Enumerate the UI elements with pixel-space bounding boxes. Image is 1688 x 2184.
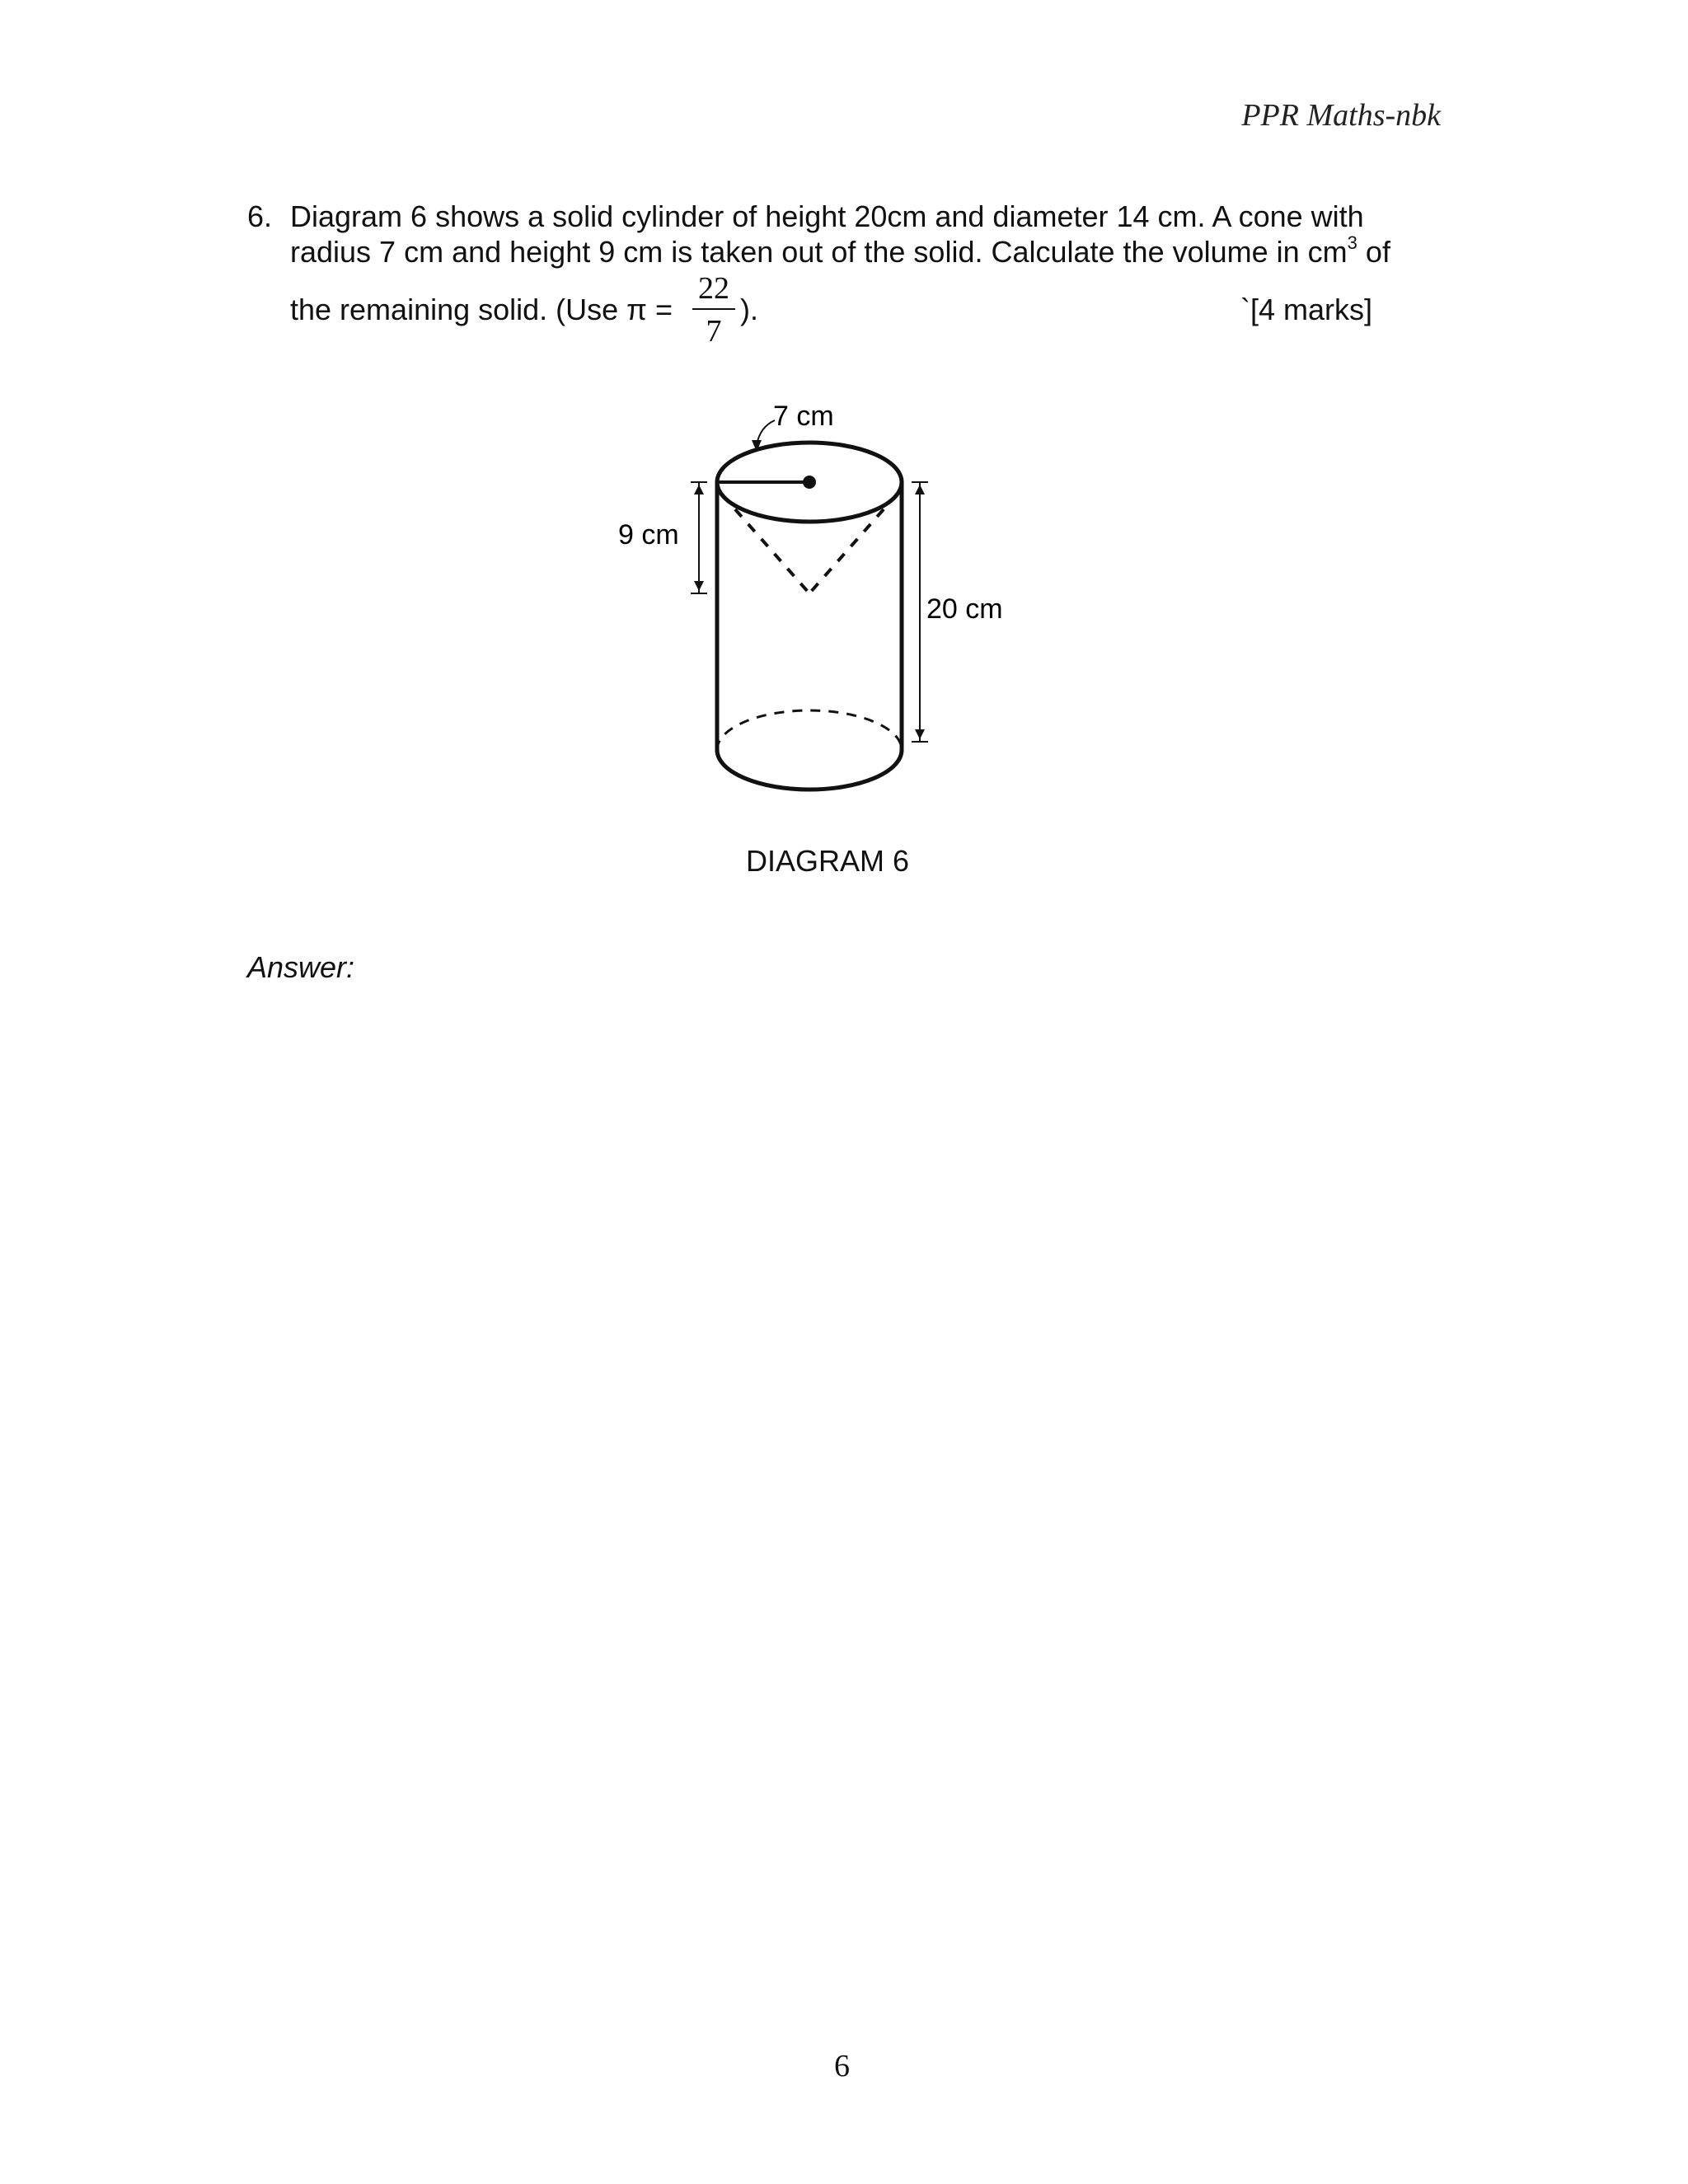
page-number: 6 xyxy=(834,2049,850,2083)
question-line-2 xyxy=(290,232,1390,269)
question-line-1: Diagram 6 shows a solid cylinder of height 20cm and diameter 14 cm. A cone with xyxy=(290,199,1364,233)
cylinder-bottom-back-dashed xyxy=(717,710,902,750)
question-line-3 xyxy=(290,293,673,327)
superscript-3: 3 xyxy=(1347,232,1357,253)
cylinder-bottom-front xyxy=(717,750,902,790)
cylinder-height-label: 20 cm xyxy=(926,593,1003,625)
answer-label: Answer: xyxy=(247,950,355,984)
fraction-bar xyxy=(692,308,735,310)
centre-point xyxy=(803,476,816,489)
cone-left-edge xyxy=(722,494,809,593)
cone-height-up-arrow xyxy=(694,485,704,494)
marks-label: `[4 marks] xyxy=(1240,293,1373,326)
cone-right-edge xyxy=(809,494,897,593)
question-number: 6. xyxy=(247,199,273,233)
radius-label: 7 cm xyxy=(773,401,834,432)
diagram-caption: DIAGRAM 6 xyxy=(746,844,910,878)
page-header: PPR Maths-nbk xyxy=(1241,98,1441,133)
cylinder-height-up-arrow xyxy=(915,485,925,494)
cone-height-down-arrow xyxy=(694,581,704,591)
cylinder-diagram xyxy=(577,387,1039,816)
question-line-2-text: radius 7 cm and height 9 cm is taken out of the solid. Calculate the volume in cm xyxy=(290,235,1348,269)
pi-fraction xyxy=(692,270,735,349)
pi-numerator: 22 xyxy=(698,271,729,306)
question-line-3-end: ). xyxy=(740,293,758,326)
cylinder-height-down-arrow xyxy=(915,729,925,739)
question-line-2-end: of xyxy=(1357,235,1390,269)
question-line-3-text: the remaining solid. (Use π = xyxy=(290,293,673,326)
cone-height-label: 9 cm xyxy=(618,519,679,551)
pi-denominator: 7 xyxy=(706,314,722,349)
